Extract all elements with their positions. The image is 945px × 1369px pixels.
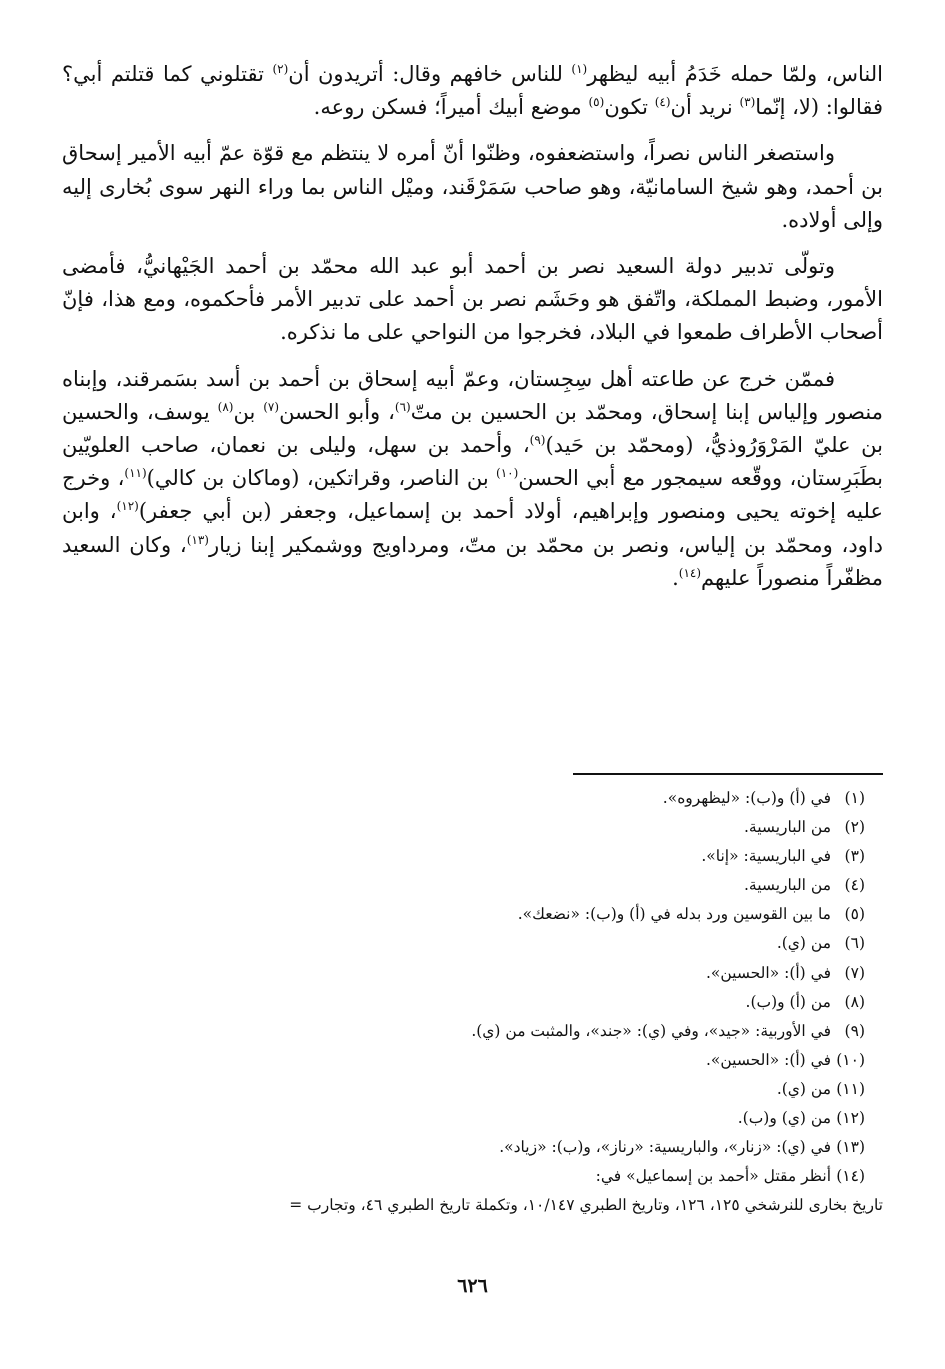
paragraph-text: تكون (604, 95, 655, 120)
paragraph-text: تقتلوني كما قتلتم أبي؟ فقالوا: (لا، إنّما (62, 62, 883, 120)
footnote-marker: (٨) (217, 399, 234, 414)
footnote-number: (٥) (844, 905, 865, 924)
paragraph-text: ، وكان السعيد مظفّراً منصوراً عليهم (62, 532, 883, 590)
footnote-marker: (١٣) (186, 532, 209, 547)
footnote-number: (١١) (836, 1079, 865, 1098)
paragraph-text: ، وابن داود، ومحمّد بن إلياس، ونصر بن محمّد بن متّ، ومرداويج ووشمكير إبنا زيار (62, 499, 884, 557)
footnote-number: (١٣) (836, 1138, 865, 1157)
footnote-item (62, 842, 883, 871)
footnote-marker: (١) (571, 62, 588, 76)
footnote-text: من (أ) و(ب). (745, 992, 831, 1011)
paragraph-text: واستصغر الناس نصراً، واستضعفوه، وظنّوا أنّ أمره لا ينتظم مع قوّة عمّ أبيه الأمير إسحاق بن أحمد، وهو شيخ السامانيّة، وهو صاحب سَمَرْقَند، وميْل الناس بما وراء النهر سوى بُخارى إليه وإلى أولاده. (62, 141, 883, 232)
footnote-text: من (ي) و(ب). (737, 1109, 831, 1128)
paragraph-text: ، وأبو الحسن (279, 399, 395, 424)
footnote-item (62, 929, 883, 958)
footnote-continuation: تاريخ بخارى للنرشخي ١٢٥، ١٢٦، وتاريخ الطبري ١٠/١٤٧، وتكملة تاريخ الطبري ٤٦، وتجارب = (289, 1196, 883, 1215)
footnote-item (62, 900, 883, 929)
footnote-number: (٩) (844, 1021, 865, 1040)
footnote-marker: (١١) (124, 466, 147, 481)
paragraph (62, 58, 883, 124)
footnote-marker: (٢) (272, 62, 289, 76)
paragraph-text: يوسف، والحسين بن عليّ المَرْوَرُوذيُّ، (ومحمّد بن حَيد) (62, 399, 883, 458)
footnote-item (62, 1075, 883, 1104)
footnote-number: (١٢) (836, 1109, 865, 1128)
footnote-marker: (٤) (654, 95, 671, 110)
footnote-marker: (٣) (739, 95, 756, 110)
footnote-marker: (٩) (529, 433, 546, 448)
paragraph-text: بن (233, 399, 264, 424)
footnote-item (62, 1133, 883, 1162)
footnote-marker: (١٠) (496, 466, 519, 481)
paragraph (62, 250, 883, 350)
footnote-divider (573, 773, 883, 775)
paragraph (62, 363, 883, 595)
paragraph-text: الناس، ولمّا حمله خَدَمُ أبيه ليظهر (587, 62, 883, 86)
footnote-item (62, 871, 883, 900)
footnote-number: (٦) (844, 934, 865, 953)
footnote-item (62, 959, 883, 988)
paragraph-text: موضع أبيك أميراً؛ فسكن روعه. (313, 95, 589, 120)
paragraph-text: ، وأحمد بن سهل، وليلى بن نعمان، صاحب العلويّين بطَبَرِستان، ووقّعه سيمجور مع أبي الحسن (62, 433, 884, 491)
footnote-item (62, 1017, 883, 1046)
footnote-text: أنظر مقتل «أحمد بن إسماعيل» في: (595, 1167, 831, 1186)
footnote-number: (١٠) (836, 1050, 865, 1069)
page-number: ٦٢٦ (457, 1275, 488, 1297)
footnote-number: (٧) (844, 963, 865, 982)
footnote-item (62, 988, 883, 1017)
footnote-text: في الأوربية: «جيد»، وفي (ي): «جند»، والمثبت من (ي). (471, 1021, 831, 1040)
paragraph-text: وتولّى تدبير دولة السعيد نصر بن أحمد أبو عبد الله محمّد بن أحمد الجَيْهانيُّ، فأمضى الأمور، وضبط المملكة، واتّفق هو وحَشَم نصر بن أحمد على تدبير الأمر فأحكموه، ومع هذا، فإنّ أصحاب الأطراف طمعوا في البلاد، فخرجوا من النواحي على ما نذكره. (62, 254, 883, 345)
footnote-marker: (٦) (394, 399, 411, 414)
footnote-number: (١) (844, 789, 865, 807)
footnote-text: من الباريسية. (744, 876, 831, 895)
footnote-item (62, 1104, 883, 1133)
footnote-marker: (٧) (263, 399, 280, 414)
footnote-item (62, 813, 883, 842)
footnote-number: (٤) (844, 876, 865, 895)
footnote-item (62, 784, 883, 813)
paragraph-text: . (672, 565, 679, 590)
footnote-marker: (١٤) (678, 565, 702, 580)
footnote-text: من (ي). (776, 934, 831, 953)
paragraph-text: ، وخرج عليه إخوته يحيى ومنصور وإبراهيم، أولاد أحمد بن إسماعيل، وجعفر (بن أبي جعفر) (62, 466, 883, 524)
paragraph-text: نريد أن (670, 95, 740, 120)
footnote-number: (٢) (844, 818, 865, 837)
main-text (62, 58, 883, 608)
footnote-item (62, 1162, 883, 1191)
footnote-number: (٨) (844, 992, 865, 1011)
footnote-text: في الباريسية: «إنا». (701, 847, 831, 866)
footnote-marker: (٥) (588, 95, 605, 110)
footnote-text: من (ي). (776, 1079, 831, 1098)
footnote-text: في (أ): «الحسين». (705, 963, 831, 982)
footnotes (62, 784, 883, 1220)
footnote-marker: (١٢) (116, 499, 139, 514)
paragraph-text: فممّن خرج عن طاعته أهل سِجِستان، وعمّ أبيه إسحاق بن أحمد بن أسد بسَمرقند، وإبناه منصور وإلياس إبنا إسحاق، ومحمّد بن الحسين بن متّ (62, 366, 883, 424)
paragraph (62, 137, 883, 237)
footnote-text: في (أ): «الحسين». (705, 1050, 831, 1069)
footnote-text: من الباريسية. (744, 818, 831, 837)
footnote-item (62, 1046, 883, 1075)
footnote-number: (١٤) (836, 1167, 865, 1186)
paragraph-text: بن الناصر، وقراتكين، (وماكان بن كالي) (146, 466, 497, 491)
footnote-text: في (ي): «زنار»، والباريسية: «رناز»، و(ب): «زياد». (499, 1138, 831, 1157)
paragraph-text: للناس خافهم وقال: أتريدون أن (288, 62, 572, 86)
footnote-text: في (أ) و(ب): «ليظهروه». (662, 789, 831, 807)
footnote-text: ما بين القوسين ورد بدله في (أ) و(ب): «نضعك». (517, 905, 831, 924)
footnote-number: (٣) (844, 847, 865, 866)
